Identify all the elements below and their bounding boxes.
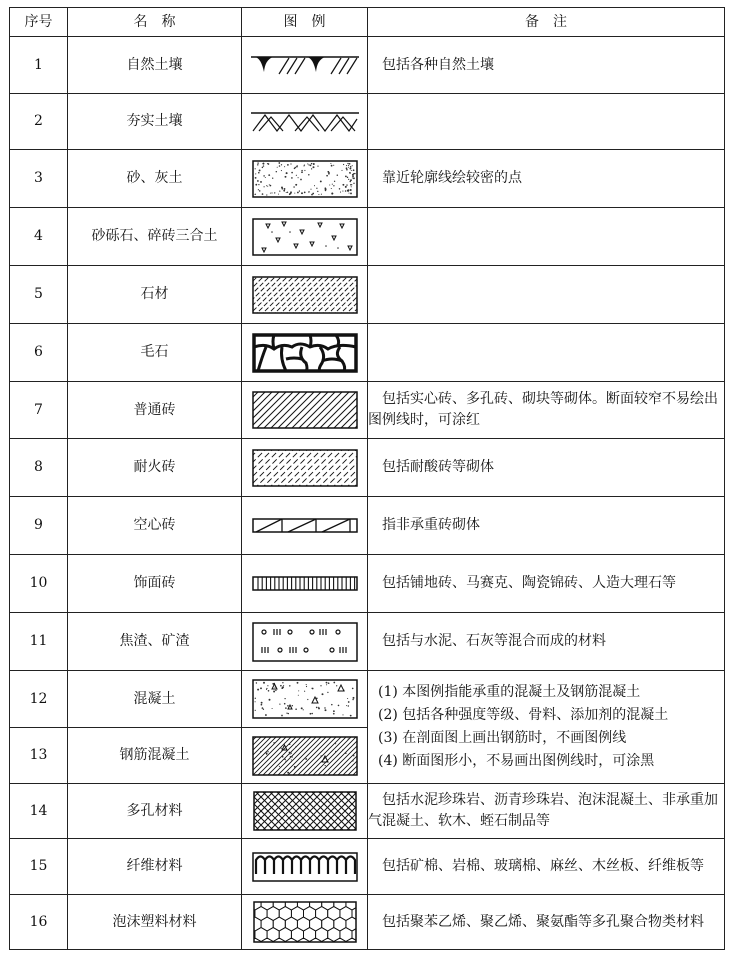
material-name: 毛石: [68, 324, 242, 382]
material-name: 钢筋混凝土: [68, 728, 242, 784]
material-name: 空心砖: [68, 497, 242, 555]
concrete-notes-cell: [368, 671, 725, 784]
hollow-brick-icon: [252, 517, 358, 535]
sand-lime-dots-icon: [252, 160, 358, 198]
stone-hatch-icon: [252, 276, 358, 314]
firebrick-hatch-icon: [252, 449, 358, 487]
header-name: 名 称: [68, 8, 242, 37]
table-row: [10, 671, 725, 728]
material-note: [368, 208, 725, 266]
material-note: 包括实心砖、多孔砖、砌块等砌体。断面较窄不易绘出图例线时，可涂红: [368, 382, 725, 439]
row-number: 13: [10, 728, 68, 784]
header-symbol: 图 例: [242, 8, 368, 37]
concrete-note-4: (4) 断面图形小，不易画出图例线时，可涂黑: [378, 753, 655, 769]
facing-tile-icon: [252, 575, 358, 593]
material-note: 包括水泥珍珠岩、沥青珍珠岩、泡沫混凝土、非承重加气混凝土、软木、蛭石制品等: [368, 784, 725, 839]
material-name: 泡沫塑料材料: [68, 895, 242, 950]
material-note: 指非承重砖砌体: [368, 497, 725, 555]
brick-hatch-icon: [252, 391, 358, 429]
row-number: 11: [10, 613, 68, 671]
material-name: 石材: [68, 266, 242, 324]
row-number: 10: [10, 555, 68, 613]
material-note: [368, 324, 725, 382]
foam-hexagon-icon: [253, 901, 357, 943]
material-note: 包括矿棉、岩棉、玻璃棉、麻丝、木丝板、纤维板等: [368, 839, 725, 895]
material-note: 包括与水泥、石灰等混合而成的材料: [368, 613, 725, 671]
concrete-note-1: (1) 本图例指能承重的混凝土及钢筋混凝土: [378, 684, 641, 700]
row-number: 2: [10, 94, 68, 150]
row-number: 6: [10, 324, 68, 382]
cinder-slag-icon: [252, 622, 358, 662]
material-name: 混凝土: [68, 671, 242, 728]
table-row: [10, 324, 725, 382]
gravel-triangles-icon: [252, 218, 358, 256]
reinforced-concrete-icon: [252, 736, 358, 776]
table-row: [10, 439, 725, 497]
row-number: 14: [10, 784, 68, 839]
row-number: 16: [10, 895, 68, 950]
row-number: 12: [10, 671, 68, 728]
row-number: 1: [10, 37, 68, 94]
material-name: 耐火砖: [68, 439, 242, 497]
table-row: [10, 150, 725, 208]
table-row: [10, 555, 725, 613]
row-number: 8: [10, 439, 68, 497]
table-row: [10, 37, 725, 94]
concrete-note-2: (2) 包括各种强度等级、骨料、添加剂的混凝土: [378, 707, 669, 723]
material-name: 饰面砖: [68, 555, 242, 613]
table-row: [10, 266, 725, 324]
table-row: [10, 895, 725, 950]
material-note: 包括铺地砖、马赛克、陶瓷锦砖、人造大理石等: [368, 555, 725, 613]
material-note: 包括各种自然土壤: [368, 37, 725, 94]
row-number: 4: [10, 208, 68, 266]
rubble-stone-icon: [252, 333, 358, 373]
header-note: 备 注: [368, 8, 725, 37]
table-row: [10, 839, 725, 895]
porous-crosshatch-icon: [253, 791, 357, 831]
material-name: 普通砖: [68, 382, 242, 439]
concrete-note-3: (3) 在剖面图上画出钢筋时，不画图例线: [378, 730, 627, 746]
table-row: [10, 94, 725, 150]
row-number: 15: [10, 839, 68, 895]
material-name: 焦渣、矿渣: [68, 613, 242, 671]
material-note: 靠近轮廓线绘较密的点: [368, 150, 725, 208]
material-note: [368, 266, 725, 324]
concrete-icon: [252, 679, 358, 719]
row-number: 5: [10, 266, 68, 324]
fiber-wave-icon: [252, 852, 358, 882]
material-name: 砂、灰土: [68, 150, 242, 208]
material-name: 纤维材料: [68, 839, 242, 895]
material-note: [368, 94, 725, 150]
natural-soil-hatch-icon: [251, 54, 359, 76]
material-name: 夯实土壤: [68, 94, 242, 150]
table-row: [10, 784, 725, 839]
material-legend-table: [9, 7, 725, 950]
material-name: 多孔材料: [68, 784, 242, 839]
row-number: 7: [10, 382, 68, 439]
row-number: 9: [10, 497, 68, 555]
material-name: 砂砾石、碎砖三合土: [68, 208, 242, 266]
table-row: [10, 497, 725, 555]
table-row: [10, 613, 725, 671]
table-row: [10, 382, 725, 439]
header-row: [10, 8, 725, 37]
table-row: [10, 208, 725, 266]
material-name: 自然土壤: [68, 37, 242, 94]
compacted-soil-hatch-icon: [251, 111, 359, 133]
material-note: 包括耐酸砖等砌体: [368, 439, 725, 497]
row-number: 3: [10, 150, 68, 208]
header-number: 序号: [10, 8, 68, 37]
material-note: 包括聚苯乙烯、聚乙烯、聚氨酯等多孔聚合物类材料: [368, 895, 725, 950]
